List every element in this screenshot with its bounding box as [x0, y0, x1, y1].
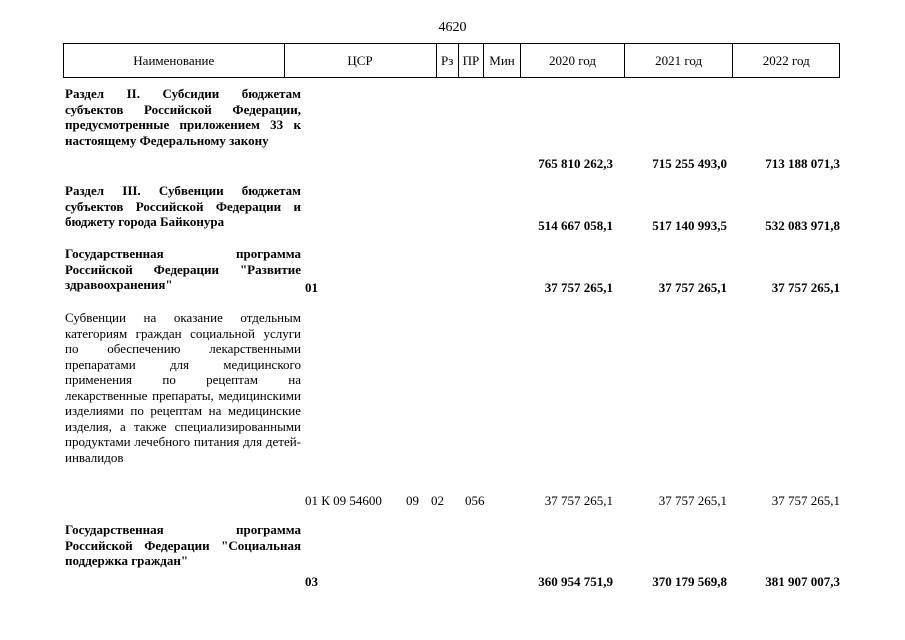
row-name: Государственная программа Российской Федерации "Социальная поддержка граждан" [65, 522, 301, 568]
row-value-2021: 37 757 265,1 [658, 280, 727, 295]
row-value-2021: 517 140 993,5 [652, 218, 727, 233]
row-value-2021: 37 757 265,1 [658, 493, 727, 508]
row-value-2021: 370 179 569,8 [652, 574, 727, 589]
row-pr: 02 [431, 493, 444, 508]
row-value-2020: 765 810 262,3 [538, 156, 613, 171]
row-value-2022: 37 757 265,1 [771, 280, 840, 295]
row-value-2020: 360 954 751,9 [538, 574, 613, 589]
column-header-rz: Рз [437, 44, 459, 77]
page-number: 4620 [438, 20, 467, 35]
table-header [63, 43, 840, 78]
column-header-2021: 2021 год [625, 44, 733, 77]
row-value-2020: 37 757 265,1 [544, 280, 613, 295]
row-value-2022: 381 907 007,3 [765, 574, 840, 589]
row-value-2022: 37 757 265,1 [771, 493, 840, 508]
row-value-2022: 713 188 071,3 [765, 156, 840, 171]
column-header-csr: ЦСР [285, 44, 437, 77]
row-value-2022: 532 083 971,8 [765, 218, 840, 233]
row-csr: 03 [305, 574, 318, 589]
column-header-min: Мин [484, 44, 521, 77]
row-value-2020: 37 757 265,1 [544, 493, 613, 508]
column-header-pr: ПР [459, 44, 484, 77]
row-value-2021: 715 255 493,0 [652, 156, 727, 171]
column-header-2022: 2022 год [762, 52, 810, 68]
column-header-name: Наименование [64, 44, 285, 77]
row-name: Раздел III. Субвенции бюджетам субъектов Российской Федерации и бюджету города Байконура [65, 183, 301, 229]
column-header-2020: 2020 год [521, 44, 625, 77]
row-min: 056 [465, 493, 485, 508]
row-value-2020: 514 667 058,1 [538, 218, 613, 233]
row-rz: 09 [406, 493, 419, 508]
row-name: Государственная программа Российской Федерации "Развитие здравоохранения" [65, 246, 301, 292]
row-csr: 01 К 09 54600 [305, 493, 382, 508]
row-csr: 01 [305, 280, 318, 295]
row-name: Раздел II. Субсидии бюджетам субъектов Российской Федерации, предусмотренные приложением 33 к настоящему Федеральному закону [65, 86, 301, 148]
row-name: Субвенции на оказание отдельным категориям граждан социальной услуги по обеспечению лекарственными препаратами для медицинского применения по рецептам на лекарственные препараты, медицинскими изделиями по рецептам на медицинские изделия, а также специализированными продуктами лечебного питания для детей-инвалидов [65, 310, 301, 465]
